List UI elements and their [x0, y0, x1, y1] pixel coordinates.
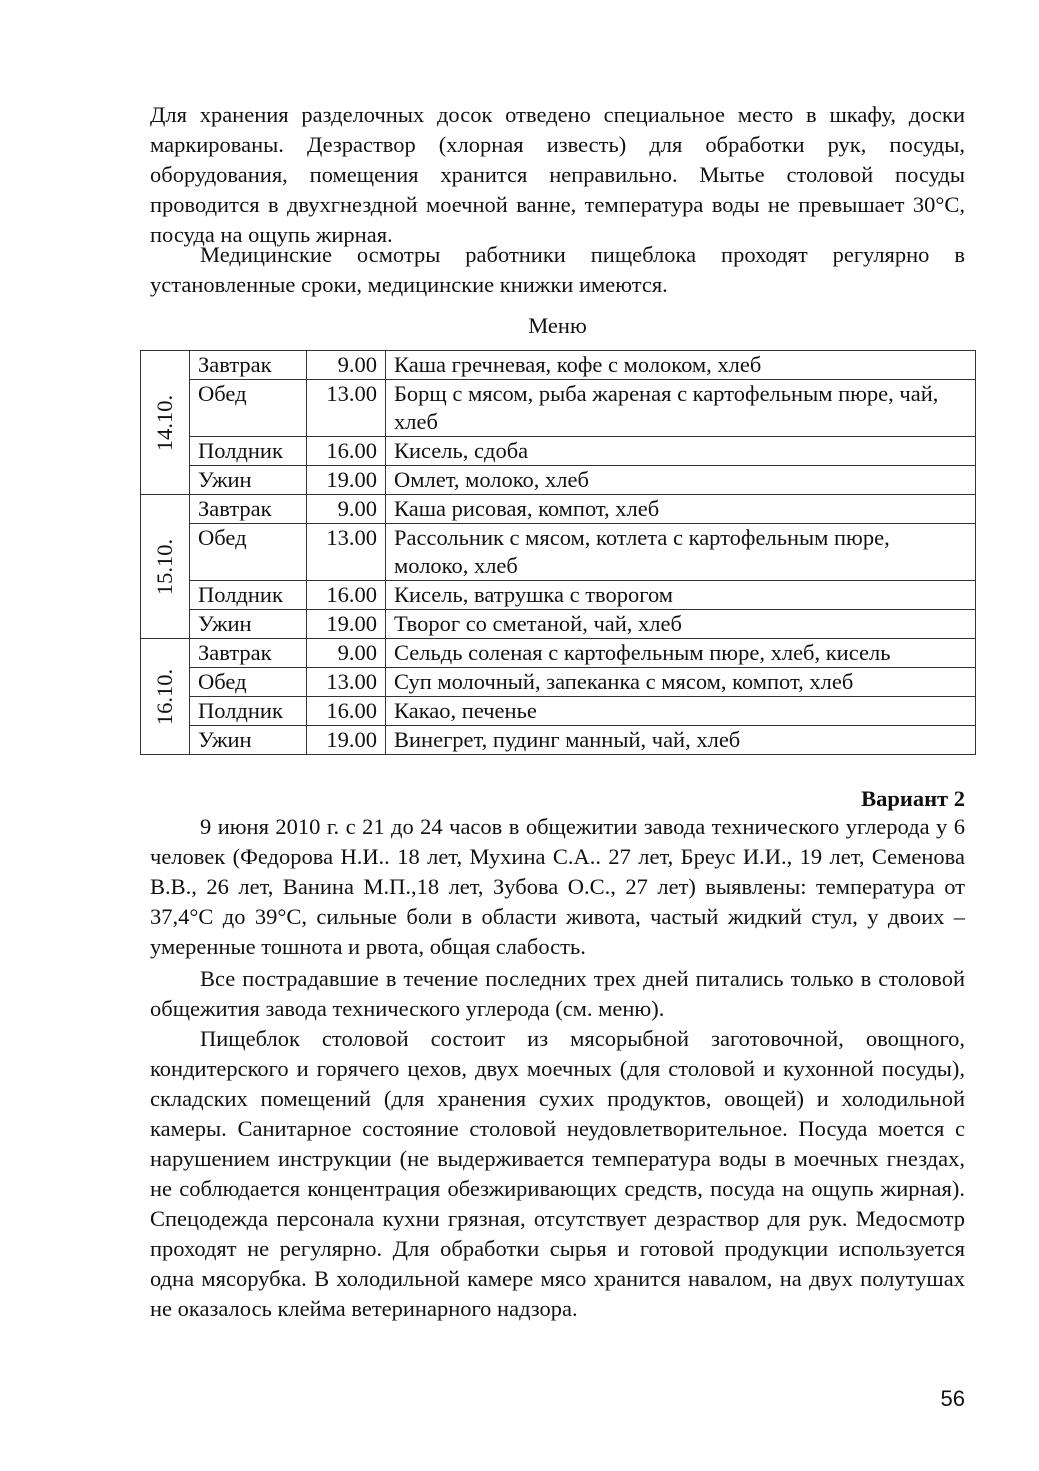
- meal-dishes: Кисель, сдоба: [386, 437, 976, 466]
- day-date: 14.10.: [152, 394, 177, 451]
- meal-name: Обед: [190, 524, 307, 581]
- day-date-cell: [141, 495, 190, 639]
- table-row: [141, 524, 976, 581]
- meal-dishes: Винегрет, пудинг манный, чай, хлеб: [386, 726, 976, 755]
- table-row: [141, 639, 976, 668]
- meal-dishes: Борщ с мясом, рыба жареная с картофельным пюре, чай, хлеб: [386, 380, 976, 437]
- meal-time: 9.00: [307, 495, 386, 524]
- meal-dishes: Творог со сметаной, чай, хлеб: [386, 610, 976, 639]
- meal-time: 13.00: [307, 380, 386, 437]
- meal-time: 19.00: [307, 466, 386, 495]
- intro-paragraph-storage: Для хранения разделочных досок отведено специальное место в шкафу, доски маркированы. Дезраствор (хлорная известь) для обработки рук, посуды, оборудования, помещения хранится неправильно. Мытье столовой посуды проводится в двухгнездной моечной ванне, температура воды не превышает 30°С, посуда на ощупь жирная.: [150, 102, 965, 247]
- meal-time: 16.00: [307, 697, 386, 726]
- meal-name: Ужин: [190, 726, 307, 755]
- variant-heading: Вариант 2: [861, 786, 965, 811]
- table-row: [141, 495, 976, 524]
- meal-dishes: Суп молочный, запеканка с мясом, компот, хлеб: [386, 668, 976, 697]
- meal-time: 9.00: [307, 351, 386, 380]
- variant-paragraph-kitchen: Пищеблок столовой состоит из мясорыбной заготовочной, овощного, кондитерского и горячего цехов, двух моечных (для столовой и кухонной посуды), складских помещений (для хранения сухих продуктов, овощей) и холодильной камеры. Санитарное состояние столовой неудовлетворительное. Посуда моется с нарушением инструкции (не выдерживается температура воды в моечных гнездах, не соблюдается концентрация обезжиривающих средств, посуда на ощупь жирная). Спецодежда персонала кухни грязная, отсутствует дезраствор для рук. Медосмотр проходят не регулярно. Для обработки сырья и готовой продукции используется одна мясорубка. В холодильной камере мясо хранится навалом, на двух полутушах не оказалось клейма ветеринарного надзора.: [150, 1026, 965, 1321]
- meal-dishes: Кисель, ватрушка с творогом: [386, 581, 976, 610]
- variant-paragraph-incident: 9 июня 2010 г. с 21 до 24 часов в общежитии завода технического углерода у 6 человек (Федорова Н.И.. 18 лет, Мухина С.А.. 27 лет, Бреус И.И., 19 лет, Семенова В.В., 26 лет, Ванина М.П.,18 лет, Зубова О.С., 27 лет) выявлены: температура от 37,4°С до 39°С, сильные боли в области живота, частый жидкий стул, у двоих – умеренные тошнота и рвота, общая слабость.: [150, 814, 965, 959]
- meal-name: Завтрак: [190, 495, 307, 524]
- meal-name: Обед: [190, 668, 307, 697]
- table-row: [141, 610, 976, 639]
- meal-time: 16.00: [307, 437, 386, 466]
- meal-dishes: Какао, печенье: [386, 697, 976, 726]
- meal-dishes: Омлет, молоко, хлеб: [386, 466, 976, 495]
- intro-paragraph-medical: Медицинские осмотры работники пищеблока проходят регулярно в установленные сроки, медицинские книжки имеются.: [150, 242, 965, 297]
- menu-table: [140, 350, 976, 755]
- meal-time: 19.00: [307, 610, 386, 639]
- day-date-cell: [141, 351, 190, 495]
- day-date: 16.10.: [152, 668, 177, 725]
- table-row: [141, 726, 976, 755]
- meal-name: Завтрак: [190, 351, 307, 380]
- meal-name: Полдник: [190, 697, 307, 726]
- meal-name: Ужин: [190, 610, 307, 639]
- table-row: [141, 437, 976, 466]
- table-row: [141, 466, 976, 495]
- table-row: [141, 380, 976, 437]
- meal-dishes: Каша гречневая, кофе с молоком, хлеб: [386, 351, 976, 380]
- meal-time: 13.00: [307, 668, 386, 697]
- menu-title: Меню: [528, 313, 587, 338]
- page-number: 56: [940, 1386, 965, 1411]
- meal-name: Полдник: [190, 581, 307, 610]
- meal-dishes: Рассольник с мясом, котлета с картофельным пюре, молоко, хлеб: [386, 524, 976, 581]
- meal-time: 9.00: [307, 639, 386, 668]
- meal-dishes: Каша рисовая, компот, хлеб: [386, 495, 976, 524]
- meal-name: Завтрак: [190, 639, 307, 668]
- meal-dishes: Сельдь соленая с картофельным пюре, хлеб, кисель: [386, 639, 976, 668]
- meal-time: 19.00: [307, 726, 386, 755]
- meal-name: Ужин: [190, 466, 307, 495]
- variant-paragraph-victims: Все пострадавшие в течение последних трех дней питались только в столовой общежития завода технического углерода (см. меню).: [150, 966, 965, 1021]
- table-row: [141, 668, 976, 697]
- day-date-cell: [141, 639, 190, 755]
- day-date: 15.10.: [152, 538, 177, 595]
- table-row: [141, 697, 976, 726]
- meal-time: 13.00: [307, 524, 386, 581]
- meal-name: Обед: [190, 380, 307, 437]
- table-row: [141, 581, 976, 610]
- meal-time: 16.00: [307, 581, 386, 610]
- meal-name: Полдник: [190, 437, 307, 466]
- table-row: [141, 351, 976, 380]
